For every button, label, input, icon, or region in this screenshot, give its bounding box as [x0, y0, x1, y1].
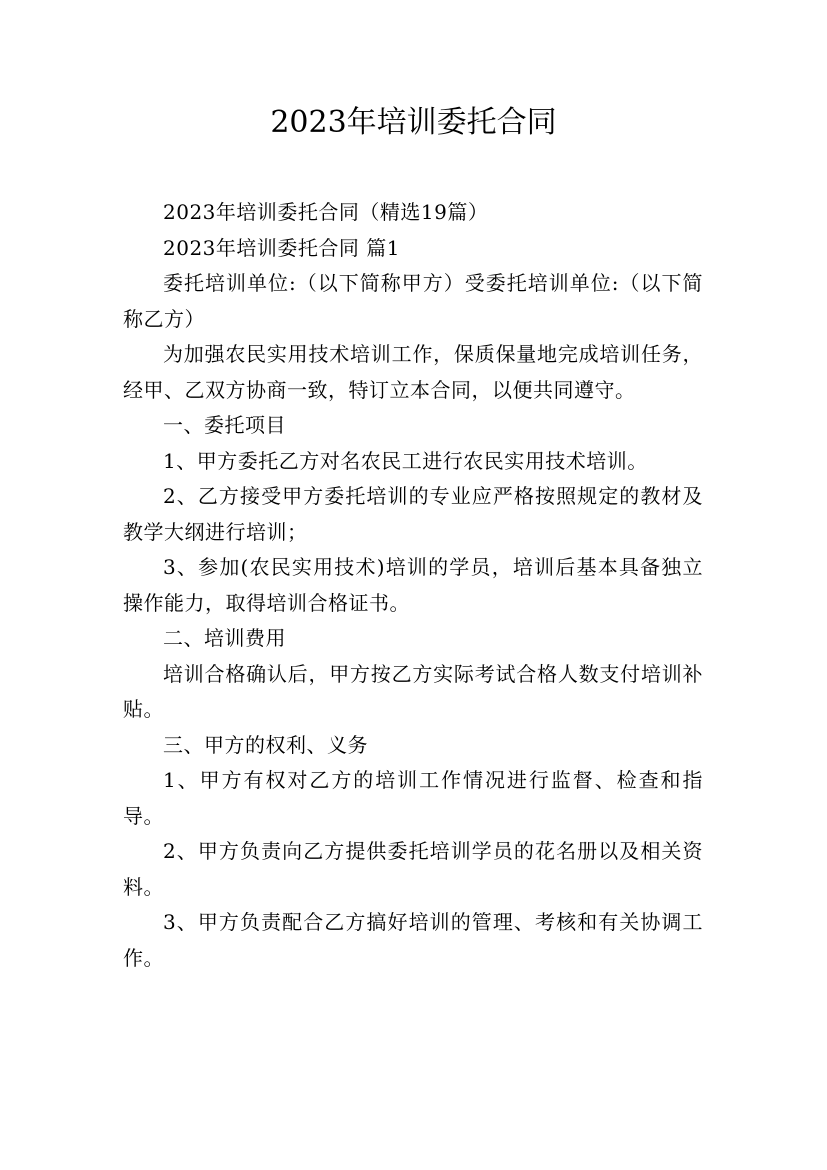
document-title: 2023年培训委托合同 — [270, 105, 557, 140]
paragraph-fees: 培训合格确认后，甲方按乙方实际考试合格人数支付培训补贴。 — [123, 661, 703, 721]
paragraph-purpose: 为加强农民实用技术培训工作，保质保量地完成培训任务，经甲、乙双方协商一致，特订立本合同，以便共同遵守。 — [123, 342, 703, 402]
paragraph-right-3: 3、甲方负责配合乙方搞好培训的管理、考核和有关协调工作。 — [123, 910, 703, 970]
paragraph-item-1: 1、甲方委托乙方对名农民工进行农民实用技术培训。 — [163, 448, 648, 473]
heading-training-fees: 二、培训费用 — [163, 626, 286, 650]
paragraph-parties: 委托培训单位:（以下简称甲方）受委托培训单位:（以下简称乙方） — [123, 271, 703, 331]
document-body — [123, 195, 703, 976]
paragraph-section-heading: 2023年培训委托合同 篇1 — [163, 235, 400, 260]
paragraph-subtitle: 2023年培训委托合同（精选19篇） — [163, 200, 489, 224]
paragraph-right-2: 2、甲方负责向乙方提供委托培训学员的花名册以及相关资料。 — [123, 839, 703, 899]
heading-party-a-rights: 三、甲方的权利、义务 — [163, 732, 368, 757]
paragraph-item-2: 2、乙方接受甲方委托培训的专业应严格按照规定的教材及教学大纲进行培训； — [123, 484, 703, 544]
paragraph-right-1: 1、甲方有权对乙方的培训工作情况进行监督、检查和指导。 — [123, 768, 703, 828]
paragraph-item-3: 3、参加(农民实用技术)培训的学员，培训后基本具备独立操作能力，取得培训合格证书。 — [123, 555, 703, 615]
heading-entrusted-items: 一、委托项目 — [163, 413, 286, 437]
